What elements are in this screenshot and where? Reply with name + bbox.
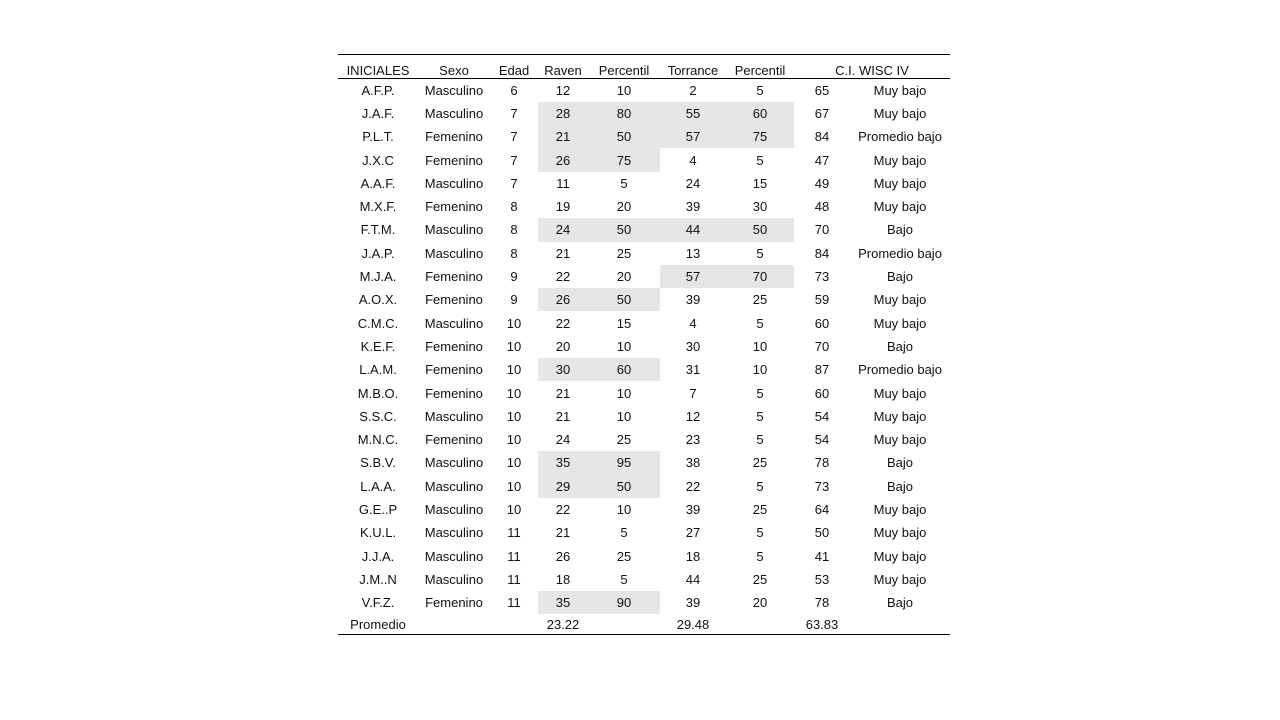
cell-initials: J.M..N [359,571,397,587]
cell-ci-wisc: 87 [814,362,830,378]
table-header-row [338,55,950,79]
cell-age: 10 [506,432,522,448]
table-row [338,335,950,358]
cell-ci-wisc: 73 [814,478,830,494]
cell-raven: 20 [555,338,571,354]
cell-torrance: 57 [660,125,726,148]
cell-ci-wisc: 47 [814,152,830,168]
cell-ci-wisc: 78 [814,455,830,471]
cell-initials: M.X.F. [359,199,397,215]
cell-raven-percentile: 25 [616,432,632,448]
cell-ci-wisc: 54 [814,408,830,424]
cell-age: 10 [506,385,522,401]
cell-torrance-percentile: 5 [756,432,764,448]
cell-torrance-percentile: 5 [756,385,764,401]
table-row [338,172,950,195]
cell-raven-percentile: 5 [620,175,628,191]
cell-ci-wisc: 78 [814,595,830,611]
cell-initials: M.B.O. [357,385,399,401]
cell-ci-wisc: 48 [814,199,830,215]
cell-initials: K.E.F. [360,338,396,354]
cell-torrance-percentile: 60 [726,102,794,125]
cell-ci-classification: Muy bajo [873,82,927,98]
cell-ci-wisc: 84 [814,129,830,145]
cell-torrance-percentile: 70 [726,265,794,288]
header-raven: Raven [538,55,588,79]
table-row [338,428,950,451]
table-row [338,544,950,567]
cell-raven-percentile: 50 [588,288,660,311]
cell-raven: 26 [538,148,588,171]
cell-raven: 26 [555,548,571,564]
cell-initials: S.S.C. [359,408,397,424]
cell-raven: 29 [538,475,588,498]
cell-sex: Femenino [425,595,483,611]
cell-age: 9 [510,292,518,308]
cell-sex: Masculino [424,222,484,238]
table-row [338,148,950,171]
cell-torrance: 39 [685,501,701,517]
cell-raven-percentile: 50 [588,125,660,148]
cell-age: 8 [510,199,518,215]
cell-ci-classification: Bajo [886,222,914,238]
cell-initials: L.A.M. [359,362,397,378]
cell-torrance-percentile: 5 [756,315,764,331]
cell-ci-wisc: 67 [814,105,830,121]
cell-initials: A.A.F. [360,175,396,191]
cell-ci-classification: Bajo [886,478,914,494]
cell-torrance-percentile: 5 [756,245,764,261]
table-row [338,125,950,148]
header-ci-wisc: C.I. WISC IV [794,55,950,79]
cell-age: 10 [506,362,522,378]
cell-raven: 18 [555,571,571,587]
cell-age: 7 [510,129,518,145]
cell-sex: Masculino [424,501,484,517]
table-row [338,195,950,218]
cell-raven-percentile: 75 [588,148,660,171]
cell-torrance-percentile: 5 [756,82,764,98]
table-row [338,591,950,614]
cell-ci-wisc: 84 [814,245,830,261]
cell-sex: Masculino [424,548,484,564]
cell-raven-percentile: 10 [616,501,632,517]
table-row [338,288,950,311]
cell-raven: 22 [555,315,571,331]
cell-raven-percentile: 20 [616,199,632,215]
cell-ci-classification: Muy bajo [873,292,927,308]
cell-torrance: 18 [685,548,701,564]
cell-ci-classification: Muy bajo [873,525,927,541]
cell-ci-wisc: 60 [814,385,830,401]
cell-sex: Masculino [424,525,484,541]
cell-torrance-percentile: 30 [752,199,768,215]
cell-ci-classification: Muy bajo [873,105,927,121]
cell-sex: Masculino [424,571,484,587]
header-age: Edad [490,55,538,79]
cell-age: 10 [506,338,522,354]
cell-torrance-percentile: 5 [756,548,764,564]
table-row [338,405,950,428]
cell-ci-classification: Bajo [886,595,914,611]
cell-sex: Masculino [424,478,484,494]
cell-ci-wisc: 49 [814,175,830,191]
cell-torrance-percentile: 25 [752,571,768,587]
cell-ci-classification: Muy bajo [873,199,927,215]
cell-ci-classification: Muy bajo [873,408,927,424]
cell-age: 7 [510,105,518,121]
cell-initials: A.O.X. [358,292,398,308]
cell-raven-percentile: 50 [588,475,660,498]
cell-age: 10 [506,408,522,424]
cell-ci-classification: Muy bajo [873,432,927,448]
cell-torrance: 39 [685,199,701,215]
table-row [338,521,950,544]
cell-torrance: 13 [685,245,701,261]
cell-initials: G.E..P [358,501,398,517]
cell-torrance: 27 [685,525,701,541]
cell-initials: P.L.T. [362,129,394,145]
cell-torrance: 4 [689,152,697,168]
cell-raven-percentile: 50 [588,218,660,241]
cell-initials: L.A.A. [360,478,396,494]
table-row [338,242,950,265]
cell-torrance-percentile: 25 [752,455,768,471]
cell-raven-percentile: 15 [616,315,632,331]
table-row [338,218,950,241]
cell-torrance: 30 [685,338,701,354]
cell-sex: Femenino [425,292,483,308]
cell-torrance-percentile: 25 [752,292,768,308]
cell-torrance: 7 [689,385,697,401]
cell-torrance: 31 [685,362,701,378]
cell-ci-classification: Muy bajo [873,548,927,564]
cell-ci-wisc: 54 [814,432,830,448]
cell-initials: A.F.P. [361,82,395,98]
cell-age: 10 [506,315,522,331]
cell-raven-percentile: 25 [616,548,632,564]
table-footer-row [338,614,950,634]
cell-torrance: 44 [660,218,726,241]
cell-age: 6 [510,82,518,98]
table-row [338,498,950,521]
cell-torrance: 39 [685,595,701,611]
cell-torrance: 38 [685,455,701,471]
cell-torrance-percentile: 10 [752,338,768,354]
cell-raven-percentile: 10 [616,338,632,354]
footer-label: Promedio [338,614,418,634]
cell-sex: Femenino [425,432,483,448]
cell-raven-percentile: 95 [588,451,660,474]
table-row [338,79,950,102]
cell-age: 7 [510,175,518,191]
cell-torrance: 2 [689,82,697,98]
cell-ci-classification: Bajo [886,455,914,471]
cell-torrance-percentile: 5 [756,152,764,168]
table-row [338,451,950,474]
cell-torrance: 4 [689,315,697,331]
cell-initials: V.F.Z. [361,595,395,611]
cell-torrance-percentile: 50 [726,218,794,241]
table-row [338,358,950,381]
footer-empty [850,614,950,634]
cell-raven: 30 [538,358,588,381]
cell-ci-classification: Promedio bajo [858,129,942,145]
table-row [338,475,950,498]
cell-sex: Masculino [424,245,484,261]
cell-torrance: 23 [685,432,701,448]
cell-raven: 21 [555,408,571,424]
footer-raven-average: 23.22 [538,614,588,634]
header-torrance: Torrance [660,55,726,79]
cell-ci-wisc: 53 [814,571,830,587]
cell-age: 7 [510,152,518,168]
footer-empty [490,614,538,634]
cell-torrance-percentile: 20 [752,595,768,611]
cell-ci-wisc: 60 [814,315,830,331]
cell-sex: Femenino [425,199,483,215]
cell-age: 10 [506,501,522,517]
cell-initials: S.B.V. [360,455,396,471]
cell-sex: Femenino [425,385,483,401]
cell-sex: Femenino [425,362,483,378]
cell-ci-classification: Muy bajo [873,571,927,587]
cell-ci-classification: Muy bajo [873,385,927,401]
cell-raven: 24 [555,432,571,448]
footer-empty [588,614,660,634]
cell-ci-classification: Bajo [886,269,914,285]
table-row [338,568,950,591]
cell-raven: 35 [538,451,588,474]
cell-sex: Femenino [425,338,483,354]
cell-ci-wisc: 70 [814,338,830,354]
results-table-container [338,54,950,635]
cell-initials: J.X.C [362,152,394,168]
cell-raven-percentile: 25 [616,245,632,261]
cell-raven: 24 [538,218,588,241]
cell-sex: Femenino [425,152,483,168]
cell-ci-wisc: 50 [814,525,830,541]
cell-raven: 22 [555,269,571,285]
cell-raven-percentile: 80 [588,102,660,125]
cell-age: 8 [510,222,518,238]
cell-sex: Masculino [424,315,484,331]
cell-raven-percentile: 10 [616,82,632,98]
cell-ci-wisc: 41 [814,548,830,564]
cell-raven: 35 [538,591,588,614]
cell-ci-wisc: 73 [814,269,830,285]
cell-torrance-percentile: 25 [752,501,768,517]
cell-ci-classification: Muy bajo [873,315,927,331]
cell-raven: 21 [555,245,571,261]
cell-initials: J.A.F. [361,105,395,121]
cell-initials: J.J.A. [361,548,395,564]
cell-initials: J.A.P. [361,245,395,261]
cell-age: 11 [507,595,521,611]
cell-age: 9 [510,269,518,285]
results-table [338,54,950,635]
cell-sex: Masculino [424,105,484,121]
cell-raven: 21 [538,125,588,148]
cell-ci-classification: Muy bajo [873,175,927,191]
footer-empty [418,614,490,634]
cell-raven: 19 [555,199,571,215]
cell-raven-percentile: 60 [588,358,660,381]
cell-sex: Masculino [424,82,484,98]
footer-empty [726,614,794,634]
cell-torrance: 12 [685,408,701,424]
cell-torrance: 44 [685,571,701,587]
cell-initials: M.N.C. [357,432,399,448]
cell-raven-percentile: 5 [620,525,628,541]
cell-torrance: 24 [685,175,701,191]
table-row [338,265,950,288]
cell-raven: 22 [555,501,571,517]
cell-raven: 21 [555,525,571,541]
cell-raven-percentile: 5 [620,571,628,587]
cell-age: 8 [510,245,518,261]
cell-ci-classification: Muy bajo [873,152,927,168]
header-initials: INICIALES [338,55,418,79]
cell-initials: M.J.A. [359,269,397,285]
cell-raven: 26 [538,288,588,311]
cell-torrance-percentile: 5 [756,408,764,424]
cell-raven-percentile: 10 [616,408,632,424]
cell-torrance-percentile: 5 [756,478,764,494]
cell-age: 10 [506,455,522,471]
cell-initials: F.T.M. [360,222,396,238]
cell-ci-wisc: 65 [814,82,830,98]
cell-raven: 11 [556,175,570,191]
cell-ci-wisc: 59 [814,292,830,308]
cell-initials: K.U.L. [359,525,397,541]
cell-raven-percentile: 90 [588,591,660,614]
cell-age: 11 [507,548,521,564]
cell-sex: Femenino [425,269,483,285]
footer-torrance-average: 29.48 [660,614,726,634]
cell-age: 10 [506,478,522,494]
cell-ci-classification: Promedio bajo [858,245,942,261]
header-torrance-percentile: Percentil [726,55,794,79]
cell-ci-wisc: 64 [814,501,830,517]
cell-ci-classification: Muy bajo [873,501,927,517]
header-sex: Sexo [418,55,490,79]
cell-sex: Femenino [425,129,483,145]
footer-ci-average: 63.83 [794,614,850,634]
table-row [338,102,950,125]
table-row [338,311,950,334]
cell-raven-percentile: 20 [616,269,632,285]
cell-torrance: 39 [685,292,701,308]
cell-torrance: 55 [660,102,726,125]
cell-sex: Masculino [424,408,484,424]
cell-torrance: 22 [685,478,701,494]
table-body [338,79,950,615]
table-row [338,381,950,404]
cell-torrance-percentile: 5 [756,525,764,541]
cell-torrance-percentile: 10 [752,362,768,378]
cell-raven-percentile: 10 [616,385,632,401]
cell-torrance-percentile: 15 [752,175,768,191]
cell-raven: 28 [538,102,588,125]
cell-ci-wisc: 70 [814,222,830,238]
cell-raven: 12 [555,82,571,98]
cell-ci-classification: Promedio bajo [858,362,942,378]
cell-ci-classification: Bajo [886,338,914,354]
cell-raven: 21 [555,385,571,401]
header-raven-percentile: Percentil [588,55,660,79]
cell-torrance: 57 [660,265,726,288]
cell-sex: Masculino [424,455,484,471]
cell-age: 11 [507,571,521,587]
cell-age: 11 [507,525,521,541]
cell-initials: C.M.C. [357,315,399,331]
cell-sex: Masculino [424,175,484,191]
cell-torrance-percentile: 75 [726,125,794,148]
